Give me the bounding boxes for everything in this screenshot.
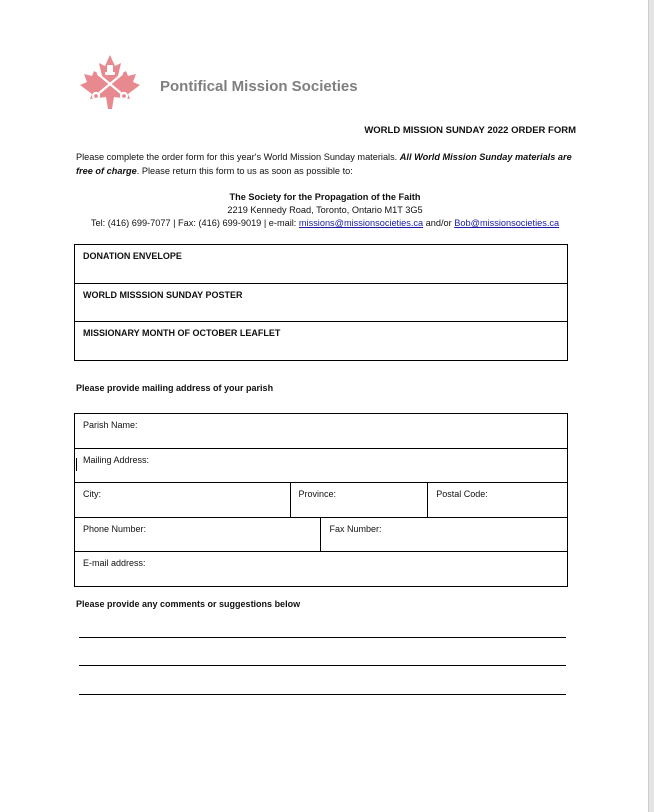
society-name: The Society for the Propagation of the Faith bbox=[229, 192, 421, 202]
org-name: Pontifical Mission Societies bbox=[160, 78, 358, 95]
mailing-address-table bbox=[74, 413, 568, 587]
order-item-donation-envelope[interactable]: DONATION ENVELOPE bbox=[75, 245, 568, 284]
intro-paragraph bbox=[76, 150, 576, 178]
form-title: WORLD MISSION SUNDAY 2022 ORDER FORM bbox=[364, 125, 576, 136]
fax-number-field[interactable]: Fax Number: bbox=[321, 517, 568, 552]
comment-line-1[interactable] bbox=[79, 637, 566, 638]
maple-leaf-logo-icon bbox=[76, 54, 144, 110]
order-item-poster[interactable]: WORLD MISSSION SUNDAY POSTER bbox=[75, 283, 568, 322]
table-row bbox=[75, 483, 568, 518]
province-field[interactable]: Province: bbox=[290, 483, 428, 518]
comments-section-label: Please provide any comments or suggestions below bbox=[76, 599, 301, 609]
table-row bbox=[75, 448, 568, 483]
order-item-leaflet[interactable]: MISSIONARY MONTH OF OCTOBER LEAFLET bbox=[75, 322, 568, 361]
table-row bbox=[75, 322, 568, 361]
email-link-missions[interactable]: missions@missionsocieties.ca bbox=[298, 218, 424, 228]
city-field[interactable]: City: bbox=[75, 483, 291, 518]
email-address-field[interactable]: E-mail address: bbox=[75, 552, 568, 587]
contact-line bbox=[70, 218, 580, 228]
postal-code-field[interactable]: Postal Code: bbox=[428, 483, 568, 518]
parish-name-field[interactable]: Parish Name: bbox=[75, 414, 568, 449]
intro-free-of-charge: All World Mission Sunday materials are free of charge bbox=[76, 152, 572, 176]
text-cursor bbox=[76, 458, 77, 471]
comment-line-3[interactable] bbox=[79, 694, 566, 695]
and-or-text: and/or bbox=[423, 218, 455, 228]
table-row bbox=[75, 245, 568, 284]
intro-text-1: Please complete the order form for this year's World Mission Sunday materials. bbox=[76, 152, 400, 162]
table-row bbox=[75, 414, 568, 449]
order-items-table bbox=[74, 244, 568, 361]
table-row bbox=[75, 552, 568, 587]
phone-fax: Tel: (416) 699-7077 | Fax: (416) 699-9019 | e-mail: bbox=[90, 218, 299, 228]
page-edge-shadow bbox=[649, 0, 654, 812]
phone-number-field[interactable]: Phone Number: bbox=[75, 517, 321, 552]
mailing-section-label: Please provide mailing address of your parish bbox=[76, 383, 274, 393]
society-address: 2219 Kennedy Road, Toronto, Ontario M1T 3G5 bbox=[227, 205, 423, 215]
email-link-bob[interactable]: Bob@missionsocieties.ca bbox=[454, 218, 560, 228]
comment-line-2[interactable] bbox=[79, 665, 566, 666]
table-row bbox=[75, 283, 568, 322]
table-row bbox=[75, 517, 568, 552]
mailing-address-field[interactable]: Mailing Address: bbox=[75, 448, 568, 483]
intro-text-3: . Please return this form to us as soon as possible to: bbox=[136, 166, 353, 176]
